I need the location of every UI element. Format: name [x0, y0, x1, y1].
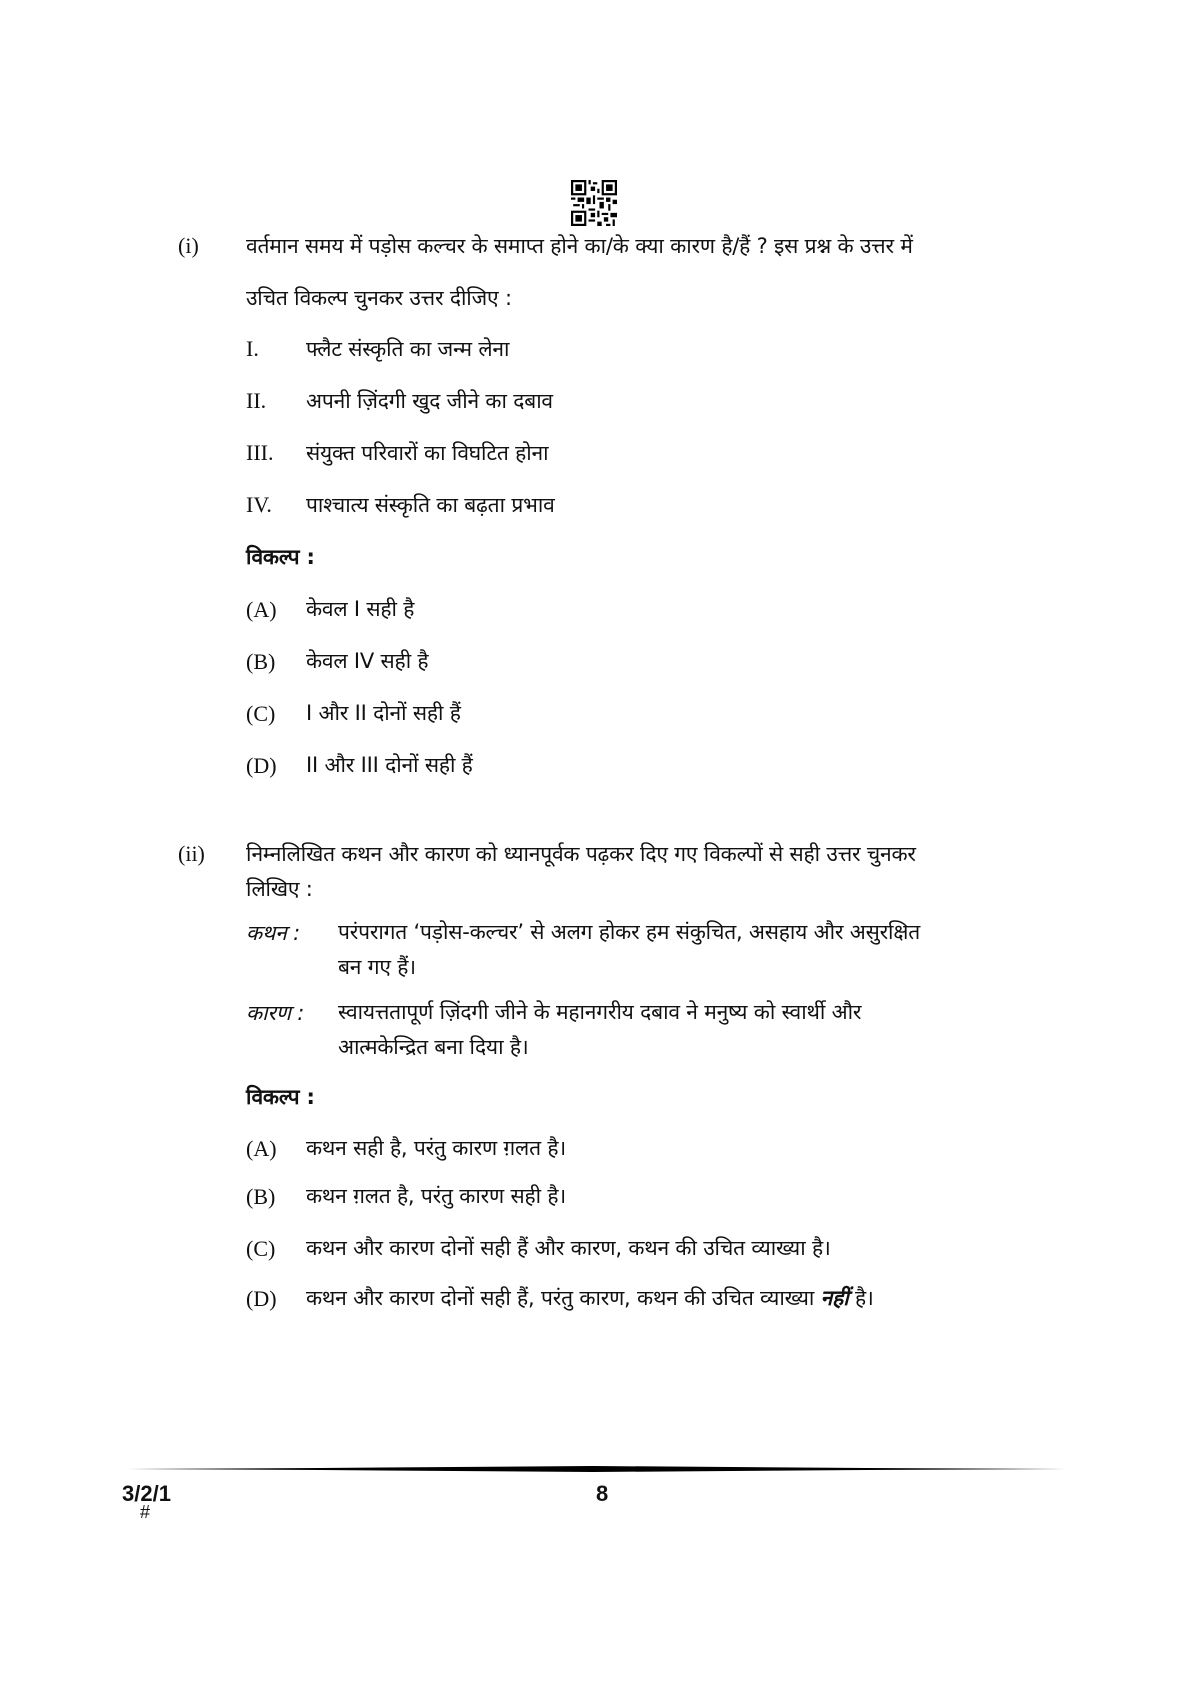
assertion-text-line2: बन गए हैं। [338, 955, 416, 979]
option-text: केवल I सही है [306, 597, 415, 621]
option-text: II और III दोनों सही हैं [306, 753, 473, 777]
reason-label: कारण : [246, 1001, 305, 1025]
question-ii-text-line1: निम्नलिखित कथन और कारण को ध्यानपूर्वक पढ़कर दिए गए विकल्पों से सही उत्तर चुनकर [246, 842, 916, 866]
paper-code: 3/2/1 [122, 1481, 171, 1506]
page-number: 8 [596, 1481, 609, 1506]
question-number-i: (i) [178, 233, 199, 258]
options-heading: विकल्प : [246, 1085, 315, 1109]
statement-number: IV. [246, 492, 272, 517]
option-key: (D) [246, 753, 277, 778]
option-text-part: है। [848, 1286, 874, 1310]
statement-text: अपनी ज़िंदगी खुद जीने का दबाव [306, 389, 553, 413]
option-text: I और II दोनों सही हैं [306, 701, 461, 725]
paper-hash-mark: # [140, 1502, 151, 1522]
statement-number: III. [246, 440, 274, 465]
option-key: (B) [246, 1184, 276, 1209]
emphasis-text: नहीं [820, 1286, 849, 1310]
question-i-text-line1: वर्तमान समय में पड़ोस कल्चर के समाप्त होने का/के क्या कारण है/हैं ? इस प्रश्न के उत्तर में [246, 234, 913, 258]
assertion-text-line1: परंपरागत ‘पड़ोस-कल्चर’ से अलग होकर हम संकुचित, असहाय और असुरक्षित [338, 920, 921, 944]
option-text [306, 1284, 874, 1312]
statement-number: I. [246, 336, 259, 361]
qr-code-icon [571, 180, 617, 226]
assertion-label: कथन : [246, 921, 300, 945]
option-key: (A) [246, 597, 277, 622]
statement-number: II. [246, 388, 267, 413]
option-text: कथन और कारण दोनों सही हैं और कारण, कथन की उचित व्याख्या है। [306, 1236, 831, 1260]
question-number-ii: (ii) [178, 841, 205, 866]
options-heading: विकल्प : [246, 545, 315, 569]
option-key: (D) [246, 1286, 277, 1311]
option-text-part: कथन और कारण दोनों सही हैं, परंतु कारण, कथन की उचित व्याख्या [306, 1286, 821, 1310]
option-key: (C) [246, 701, 276, 726]
statement-text: पाश्चात्य संस्कृति का बढ़ता प्रभाव [306, 493, 555, 517]
question-i-text-line2: उचित विकल्प चुनकर उत्तर दीजिए : [246, 286, 512, 310]
option-key: (A) [246, 1136, 277, 1161]
option-text: कथन सही है, परंतु कारण ग़लत है। [306, 1136, 567, 1160]
option-text: कथन ग़लत है, परंतु कारण सही है। [306, 1184, 567, 1208]
footer-divider [120, 1466, 1066, 1472]
option-key: (C) [246, 1236, 276, 1261]
statement-text: फ्लैट संस्कृति का जन्म लेना [306, 337, 510, 361]
reason-text-line1: स्वायत्ततापूर्ण ज़िंदगी जीने के महानगरीय दबाव ने मनुष्य को स्वार्थी और [338, 1000, 862, 1024]
option-text: केवल IV सही है [306, 649, 429, 673]
option-key: (B) [246, 649, 276, 674]
statement-text: संयुक्त परिवारों का विघटित होना [306, 441, 549, 465]
question-ii-text-line2: लिखिए : [246, 877, 313, 901]
reason-text-line2: आत्मकेन्द्रित बना दिया है। [338, 1035, 529, 1059]
